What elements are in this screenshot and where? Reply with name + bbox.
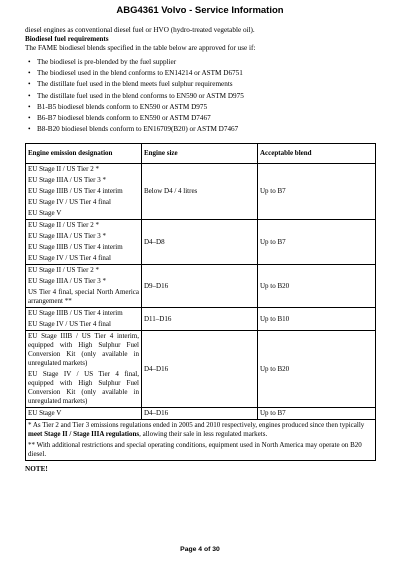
list-item: • The distillate fuel used in the blend conforms to EN590 or ASTM D975 xyxy=(37,92,375,101)
requirements-list xyxy=(25,58,375,134)
designation-line: EU Stage V xyxy=(28,409,62,418)
page-number: Page 4 of 30 xyxy=(180,546,220,553)
designation-cell xyxy=(26,408,142,420)
engine-size-cell: D11–D16 xyxy=(142,308,258,331)
designation-line: EU Stage IV / US Tier 4 final xyxy=(28,198,111,207)
designation-cell xyxy=(26,331,142,408)
blend-cell: Up to B7 xyxy=(258,220,376,265)
footnote-emphasis: meet Stage II / Stage IIIA regulations xyxy=(28,430,140,439)
table-footnote-row xyxy=(26,420,376,461)
blend-cell: Up to B20 xyxy=(258,265,376,308)
designation-line: EU Stage IV / US Tier 4 final, equipped with High Sulphur Fuel Conversion Kit (only available in unregulated markets) xyxy=(28,370,139,406)
designation-cell xyxy=(26,164,142,220)
column-header: Engine emission designation xyxy=(26,144,142,164)
footnotes-cell xyxy=(26,420,376,461)
list-item: • The biodiesel used in the blend conforms to EN14214 or ASTM D6751 xyxy=(37,69,375,78)
document-title: ABG4361 Volvo - Service Information xyxy=(116,5,284,16)
designation-line: EU Stage IIIB / US Tier 4 interim xyxy=(28,187,123,196)
designation-line: EU Stage II / US Tier 2 * xyxy=(28,165,99,174)
footnote-2: ** With additional restrictions and special operating conditions, equipment used in North America may operate on B20 diesel. xyxy=(28,441,362,459)
designation-line: EU Stage IIIA / US Tier 3 * xyxy=(28,232,106,241)
engine-size-cell: Below D4 / 4 litres xyxy=(142,164,258,220)
table-header-row xyxy=(26,144,376,164)
table-row xyxy=(26,220,376,265)
table-row xyxy=(26,308,376,331)
blend-cell: Up to B7 xyxy=(258,164,376,220)
designation-line: EU Stage II / US Tier 2 * xyxy=(28,266,99,275)
intro-line: diesel engines as conventional diesel fuel or HVO (hydro-treated vegetable oil). xyxy=(25,26,255,34)
designation-line: EU Stage IIIB / US Tier 4 interim, equipped with High Sulphur Fuel Conversion Kit (only available in unregulated markets) xyxy=(28,332,139,368)
blend-cell: Up to B10 xyxy=(258,308,376,331)
designation-line: EU Stage IIIB / US Tier 4 interim xyxy=(28,243,123,252)
biodiesel-blend-table xyxy=(25,143,376,461)
designation-line: EU Stage IIIA / US Tier 3 * xyxy=(28,176,106,185)
designation-line: EU Stage IIIA / US Tier 3 * xyxy=(28,277,106,286)
designation-cell xyxy=(26,265,142,308)
blend-cell: Up to B7 xyxy=(258,408,376,420)
column-header: Engine size xyxy=(142,144,258,164)
footnote-1 xyxy=(28,421,373,439)
note-label: NOTE! xyxy=(25,465,48,474)
table-row xyxy=(26,265,376,308)
table-row xyxy=(26,164,376,220)
engine-size-cell: D4–D16 xyxy=(142,331,258,408)
list-item: • B6-B7 biodiesel blends conform to EN590 or ASTM D7467 xyxy=(37,114,375,123)
column-header: Acceptable blend xyxy=(258,144,376,164)
list-item: • B8-B20 biodiesel blends conform to EN16709(B20) or ASTM D7467 xyxy=(37,125,375,134)
list-item: • The distillate fuel used in the blend meets fuel sulphur requirements xyxy=(37,80,375,89)
designation-cell xyxy=(26,308,142,331)
designation-line: EU Stage V xyxy=(28,209,62,218)
designation-cell xyxy=(26,220,142,265)
table-row xyxy=(26,331,376,408)
engine-size-cell: D9–D16 xyxy=(142,265,258,308)
blend-cell: Up to B20 xyxy=(258,331,376,408)
designation-line: EU Stage IV / US Tier 4 final xyxy=(28,254,111,263)
list-item: • The biodiesel is pre-blended by the fuel supplier xyxy=(37,58,375,67)
designation-line: US Tier 4 final, special North America arrangement ** xyxy=(28,288,139,306)
table-row xyxy=(26,408,376,420)
footnote-text: * As Tier 2 and Tier 3 emissions regulations ended in 2005 and 2010 respectively, engines produced since then typically xyxy=(28,421,365,430)
list-item: • B1-B5 biodiesel blends conform to EN590 or ASTM D975 xyxy=(37,103,375,112)
engine-size-cell: D4–D8 xyxy=(142,220,258,265)
designation-line: EU Stage IV / US Tier 4 final xyxy=(28,320,111,329)
designation-line: EU Stage IIIB / US Tier 4 interim xyxy=(28,309,123,318)
section-intro: The FAME biodiesel blends specified in the table below are approved for use if: xyxy=(25,44,256,52)
footnote-text: , allowing their sale in less regulated markets. xyxy=(139,430,268,439)
engine-size-cell: D4–D16 xyxy=(142,408,258,420)
section-heading: Biodiesel fuel requirements xyxy=(25,35,109,43)
document-body xyxy=(25,26,375,474)
designation-line: EU Stage II / US Tier 2 * xyxy=(28,221,99,230)
